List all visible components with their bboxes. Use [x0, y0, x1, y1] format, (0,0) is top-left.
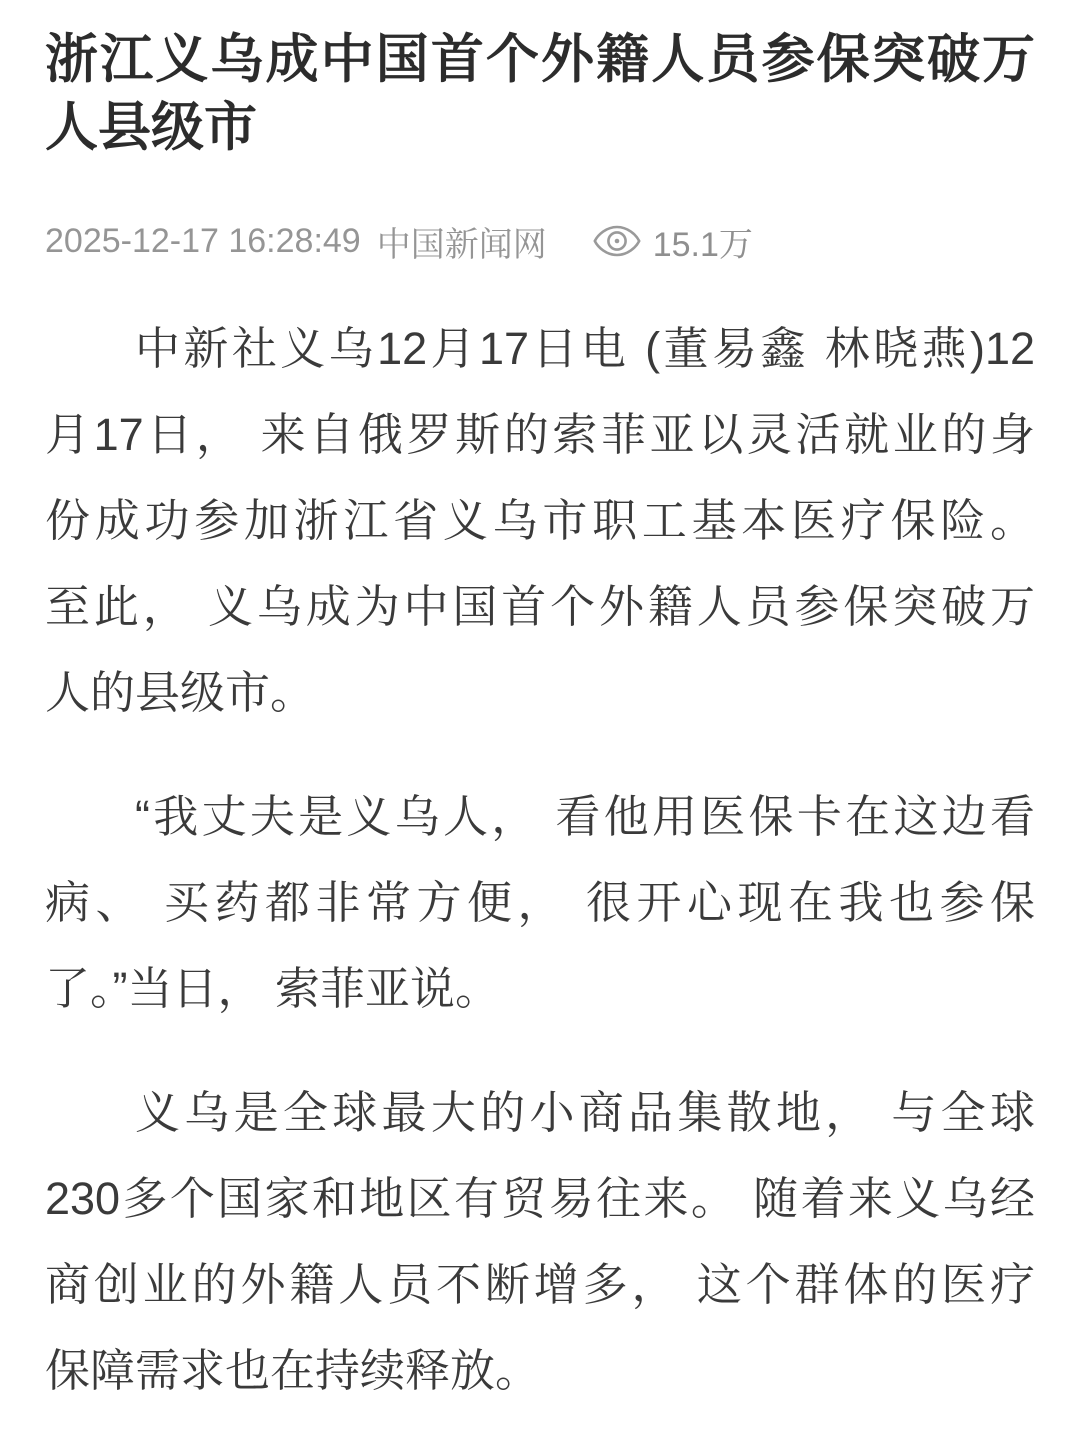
view-count-group: [593, 217, 753, 266]
body-line: 义乌是全球最大的小商品集散地， 与全球: [135, 1087, 1035, 1138]
paragraph-3: [45, 1070, 1035, 1414]
body-line: 商创业的外籍人员不断增多， 这个群体的医疗: [45, 1259, 1035, 1310]
eye-icon: [593, 223, 641, 259]
body-line: 了。”当日， 索菲亚说。: [45, 963, 500, 1014]
paragraph-1: [45, 306, 1035, 736]
publish-datetime: 2025-12-17 16:28:49: [45, 221, 361, 260]
body-line: 至此， 义乌成为中国首个外籍人员参保突破万: [45, 581, 1035, 632]
view-count: 15.1万: [652, 225, 753, 264]
source-name: 中国新闻网: [376, 225, 547, 264]
title-line-2: 人县级市: [45, 98, 257, 157]
body-line: 人的县级市。: [45, 667, 316, 718]
paragraph-2: [45, 774, 1035, 1032]
body-line: 病、 买药都非常方便， 很开心现在我也参保: [45, 877, 1035, 928]
body-line: 保障需求也在持续释放。: [45, 1345, 541, 1396]
article-title: [45, 26, 1035, 162]
body-line: 月17日， 来自俄罗斯的索菲亚以灵活就业的身: [45, 409, 1035, 460]
body-line: “我丈夫是义乌人， 看他用医保卡在这边看: [135, 791, 1035, 842]
title-line-1: 浙江义乌成中国首个外籍人员参保突破万: [45, 30, 1035, 89]
article-body: [45, 306, 1035, 1414]
body-line: 230多个国家和地区有贸易往来。 随着来义乌经: [45, 1173, 1035, 1224]
article-meta: [45, 220, 1035, 262]
body-line: 中新社义乌12月17日电 (董易鑫 林晓燕)12: [135, 323, 1035, 374]
body-line: 份成功参加浙江省义乌市职工基本医疗保险。: [45, 495, 1035, 546]
